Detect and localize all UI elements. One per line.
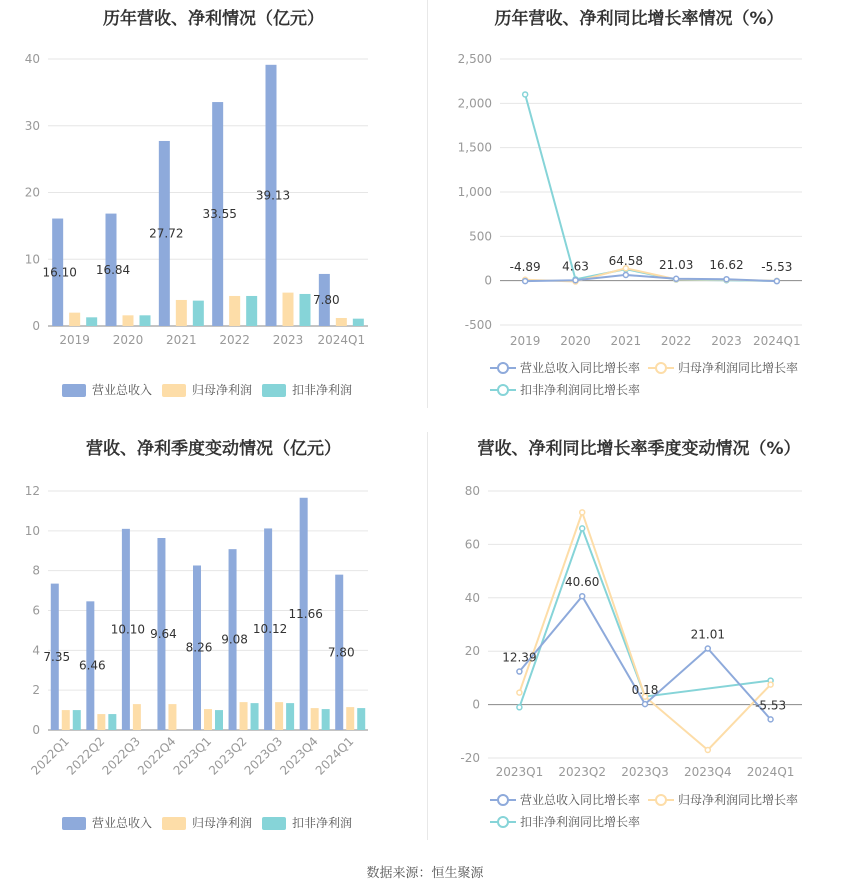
quarterly-line-chart xyxy=(428,430,850,850)
series-point-0 xyxy=(580,594,585,599)
series-line-2 xyxy=(525,94,777,280)
y-tick-label: 80 xyxy=(464,484,480,498)
panel-quarterly-growth-rate xyxy=(428,430,850,850)
bar-2-1 xyxy=(108,714,116,730)
x-tick-label: 2024Q1 xyxy=(312,734,357,778)
y-tick-label: 10 xyxy=(24,523,40,538)
bar-2-5 xyxy=(251,703,259,730)
data-label: 7.80 xyxy=(312,292,340,307)
data-label: 33.55 xyxy=(202,207,237,222)
y-tick-label: 40 xyxy=(464,590,480,605)
legend-swatch-0 xyxy=(62,384,86,397)
bar-2-7 xyxy=(322,709,330,730)
bar-1-3 xyxy=(168,704,176,730)
bar-1-7 xyxy=(311,708,319,730)
series-point-1 xyxy=(580,510,585,515)
bar-2-8 xyxy=(357,708,365,730)
y-tick-label: 500 xyxy=(469,229,492,244)
legend-marker-0 xyxy=(498,795,508,805)
y-tick-label: 20 xyxy=(464,644,480,659)
y-tick-label: -20 xyxy=(460,751,480,765)
y-tick-label: 2,500 xyxy=(457,52,492,66)
x-tick-label: 2023Q3 xyxy=(241,734,286,778)
series-point-0 xyxy=(705,646,710,651)
bar-2-4 xyxy=(300,294,311,326)
bar-1-2 xyxy=(133,704,141,730)
y-tick-label: 0 xyxy=(484,273,492,288)
x-tick-label: 2022Q3 xyxy=(99,734,144,778)
series-point-2 xyxy=(580,526,585,531)
x-tick-label: 2023Q1 xyxy=(495,765,544,779)
legend-label-2: 扣非净利润 xyxy=(292,816,353,830)
x-tick-label: 2023 xyxy=(711,334,742,348)
data-label: 4.63 xyxy=(562,259,589,274)
data-label: 6.46 xyxy=(78,658,106,673)
bar-1-4 xyxy=(283,293,294,326)
y-tick-label: 8 xyxy=(32,563,40,578)
x-tick-label: 2019 xyxy=(59,333,90,347)
x-tick-label: 2024Q1 xyxy=(317,333,366,347)
data-label: 16.84 xyxy=(95,262,131,277)
bar-2-3 xyxy=(246,296,257,326)
bar-1-2 xyxy=(176,300,187,326)
y-tick-label: 1,000 xyxy=(457,185,492,199)
y-tick-label: 1,500 xyxy=(457,140,492,155)
series-point-0 xyxy=(643,702,648,707)
series-point-0 xyxy=(674,276,679,281)
x-tick-label: 2022Q1 xyxy=(28,734,72,778)
bar-2-2 xyxy=(193,301,204,326)
legend-swatch-0 xyxy=(62,817,86,830)
x-tick-label: 2023 xyxy=(272,333,304,347)
bar-2-4 xyxy=(215,710,223,730)
data-label: 11.66 xyxy=(288,606,323,621)
panel-annual-revenue-profit xyxy=(0,0,427,412)
data-label: 8.26 xyxy=(185,640,213,655)
data-label: 7.35 xyxy=(43,649,71,664)
legend-label-2: 扣非净利润同比增长率 xyxy=(520,815,641,829)
data-label: 9.08 xyxy=(221,632,248,647)
y-tick-label: 2 xyxy=(32,683,40,698)
data-label: 21.03 xyxy=(658,257,694,272)
series-point-0 xyxy=(523,279,528,284)
panel-quarterly-revenue-profit xyxy=(0,430,427,850)
y-tick-label: 0 xyxy=(472,697,480,712)
x-tick-label: 2023Q2 xyxy=(558,765,607,779)
legend-label-0: 营业总收入 xyxy=(92,816,153,830)
x-tick-label: 2023Q1 xyxy=(170,734,215,778)
bar-1-1 xyxy=(123,315,134,326)
x-tick-label: 2023Q4 xyxy=(683,765,732,779)
series-point-0 xyxy=(623,272,628,277)
series-point-1 xyxy=(705,747,710,752)
x-tick-label: 2023Q4 xyxy=(277,734,321,778)
legend-label-1: 归母净利润 xyxy=(192,383,253,397)
bar-2-0 xyxy=(73,710,81,730)
series-line-1 xyxy=(519,512,770,750)
legend-label-2: 扣非净利润同比增长率 xyxy=(520,383,641,397)
x-tick-label: 2020 xyxy=(560,334,591,348)
bar-1-0 xyxy=(69,313,80,326)
data-label: -5.53 xyxy=(755,698,787,713)
data-label: 7.80 xyxy=(327,645,355,660)
series-point-0 xyxy=(724,277,729,282)
y-tick-label: 0 xyxy=(32,319,40,333)
x-tick-label: 2022 xyxy=(660,334,692,348)
bar-1-5 xyxy=(240,702,248,730)
y-tick-label: -500 xyxy=(464,318,492,332)
data-label: -5.53 xyxy=(761,260,793,275)
x-tick-label: 2022Q2 xyxy=(63,734,108,778)
data-label: -4.89 xyxy=(509,260,541,275)
x-tick-label: 2023Q2 xyxy=(206,734,250,778)
legend-label-0: 营业总收入同比增长率 xyxy=(520,361,641,375)
data-source-note: 数据来源：恒生聚源 xyxy=(366,866,484,881)
series-line-2 xyxy=(519,528,770,707)
x-tick-label: 2022Q4 xyxy=(134,734,179,778)
bar-1-6 xyxy=(275,702,283,730)
data-label: 16.62 xyxy=(709,258,744,273)
series-point-1 xyxy=(517,690,522,695)
legend-label-1: 归母净利润 xyxy=(192,816,253,830)
data-label: 10.10 xyxy=(110,622,146,637)
data-label: 64.58 xyxy=(608,253,644,268)
y-tick-label: 60 xyxy=(464,537,480,552)
series-point-0 xyxy=(517,669,522,674)
x-tick-label: 2023Q3 xyxy=(621,765,669,779)
bar-2-6 xyxy=(286,703,294,730)
bar-1-5 xyxy=(336,318,347,326)
legend-swatch-2 xyxy=(262,817,286,830)
legend-marker-2 xyxy=(498,385,508,395)
y-tick-label: 40 xyxy=(24,52,40,66)
legend-swatch-1 xyxy=(162,384,186,397)
legend-label-1: 归母净利润同比增长率 xyxy=(678,361,799,375)
y-tick-label: 0 xyxy=(32,723,40,737)
series-point-2 xyxy=(523,92,528,97)
data-label: 9.64 xyxy=(150,627,177,642)
data-label: 12.39 xyxy=(502,650,537,665)
annual-bar-chart xyxy=(0,0,427,412)
y-tick-label: 4 xyxy=(32,643,40,658)
x-tick-label: 2021 xyxy=(166,333,197,347)
series-point-1 xyxy=(768,682,773,687)
y-tick-label: 20 xyxy=(24,185,40,200)
bar-1-3 xyxy=(229,296,240,326)
legend-swatch-1 xyxy=(162,817,186,830)
x-tick-label: 2021 xyxy=(610,334,642,348)
x-tick-label: 2019 xyxy=(509,334,541,348)
data-label: 16.10 xyxy=(42,265,77,280)
y-tick-label: 12 xyxy=(24,484,40,498)
y-tick-label: 10 xyxy=(24,252,40,267)
y-tick-label: 30 xyxy=(24,118,40,133)
legend-marker-1 xyxy=(656,363,666,373)
series-point-2 xyxy=(517,705,522,710)
legend-marker-0 xyxy=(498,363,508,373)
legend-marker-1 xyxy=(656,795,666,805)
x-tick-label: 2024Q1 xyxy=(746,765,795,779)
chart-title: 营收、净利季度变动情况（亿元） xyxy=(86,439,341,459)
bar-1-8 xyxy=(346,707,354,730)
series-point-0 xyxy=(573,278,578,283)
x-tick-label: 2020 xyxy=(112,333,144,347)
y-tick-label: 6 xyxy=(32,603,40,618)
quarterly-bar-chart xyxy=(0,430,427,850)
series-point-0 xyxy=(768,717,773,722)
data-label: 27.72 xyxy=(149,226,184,241)
bar-2-0 xyxy=(86,317,97,326)
legend-label-0: 营业总收入同比增长率 xyxy=(520,793,641,807)
legend-swatch-2 xyxy=(262,384,286,397)
bar-1-4 xyxy=(204,709,212,730)
legend-label-2: 扣非净利润 xyxy=(292,383,353,397)
legend-label-0: 营业总收入 xyxy=(92,383,153,397)
y-tick-label: 2,000 xyxy=(457,96,492,111)
legend-marker-2 xyxy=(498,817,508,827)
data-label: 0.18 xyxy=(631,683,659,698)
x-tick-label: 2022 xyxy=(219,333,250,347)
panel-annual-growth-rate xyxy=(428,0,850,412)
x-tick-label: 2024Q1 xyxy=(753,334,801,348)
series-point-0 xyxy=(774,279,779,284)
legend-label-1: 归母净利润同比增长率 xyxy=(678,793,799,807)
data-label: 10.12 xyxy=(252,622,288,637)
data-label: 39.13 xyxy=(255,188,291,203)
bar-2-1 xyxy=(140,315,151,326)
bar-1-1 xyxy=(97,714,105,730)
data-label: 40.60 xyxy=(565,575,600,590)
bar-2-5 xyxy=(353,319,364,326)
chart-title: 历年营收、净利同比增长率情况（%） xyxy=(494,9,784,29)
data-label: 21.01 xyxy=(690,627,725,642)
annual-line-chart xyxy=(428,0,850,412)
chart-title: 营收、净利同比增长率季度变动情况（%） xyxy=(477,439,801,459)
chart-title: 历年营收、净利情况（亿元） xyxy=(103,9,324,29)
bar-1-0 xyxy=(62,710,70,730)
